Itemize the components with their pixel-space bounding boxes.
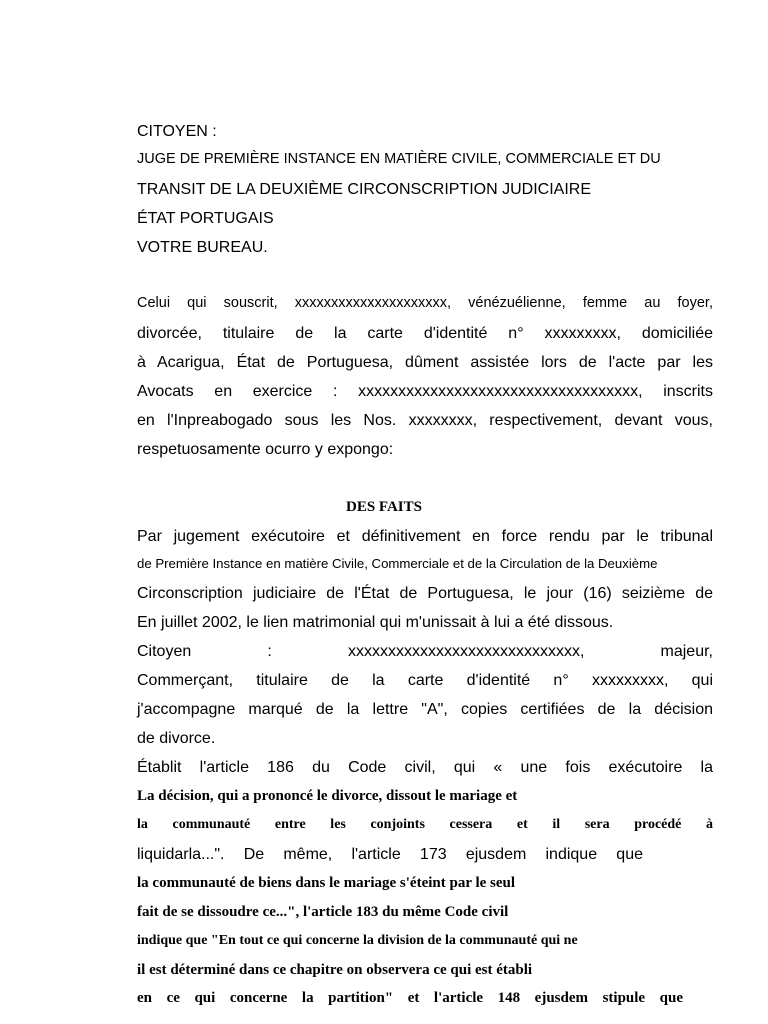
body-line-11: la communauté entre les conjoints cessera et il sera procédé à <box>137 817 713 832</box>
addressee-title: CITOYEN : <box>137 123 217 140</box>
addressee-court-line-1: JUGE DE PREMIÈRE INSTANCE EN MATIÈRE CIVILE, COMMERCIALE ET DU <box>137 151 661 167</box>
body-line-3: Circonscription judiciaire de l'État de Portuguesa, le jour (16) seizième de <box>137 585 713 602</box>
body-line-14: fait de se dissoudre ce...", l'article 183 du même Code civil <box>137 904 509 920</box>
body-line-2: de Première Instance en matière Civile, Commerciale et de la Circulation de la Deuxième <box>137 556 658 571</box>
body-line-15: indique que "En tout ce qui concerne la division de la communauté qui ne <box>137 933 578 948</box>
addressee-state: ÉTAT PORTUGAIS <box>137 210 274 227</box>
addressee-court-line-2: TRANSIT DE LA DEUXIÈME CIRCONSCRIPTION JUDICIAIRE <box>137 181 591 198</box>
body-line-5: Citoyen : xxxxxxxxxxxxxxxxxxxxxxxxxxxxx, majeur, <box>137 643 713 660</box>
intro-line-6: respetuosamente ocurro y expongo: <box>137 441 394 458</box>
intro-line-5: en l'Inpreabogado sous les Nos. xxxxxxxx, respectivement, devant vous, <box>137 412 713 429</box>
body-line-16: il est déterminé dans ce chapitre on observera ce qui est établi <box>137 962 533 978</box>
body-line-12: liquidarla...". De même, l'article 173 ejusdem indique que <box>137 846 643 863</box>
intro-line-3: à Acarigua, État de Portuguesa, dûment assistée lors de l'acte par les <box>137 354 713 371</box>
intro-line-1: Celui qui souscrit, xxxxxxxxxxxxxxxxxxxxx, vénézuélienne, femme au foyer, <box>137 295 713 311</box>
body-line-7: j'accompagne marqué de la lettre "A", copies certifiées de la décision <box>137 701 713 718</box>
body-line-1: Par jugement exécutoire et définitivement en force rendu par le tribunal <box>137 528 713 545</box>
body-line-10: La décision, qui a prononcé le divorce, dissout le mariage et <box>137 788 518 804</box>
body-line-8: de divorce. <box>137 730 216 747</box>
section-heading: DES FAITS <box>346 499 422 515</box>
body-line-17: en ce qui concerne la partition" et l'article 148 ejusdem stipule que <box>137 990 683 1006</box>
intro-line-2: divorcée, titulaire de la carte d'identité n° xxxxxxxxx, domiciliée <box>137 325 713 342</box>
intro-line-4: Avocats en exercice : xxxxxxxxxxxxxxxxxxxxxxxxxxxxxxxxxxx, inscrits <box>137 383 713 400</box>
body-line-4: En juillet 2002, le lien matrimonial qui m'unissait à lui a été dissous. <box>137 614 614 631</box>
body-line-13: la communauté de biens dans le mariage s'éteint par le seul <box>137 875 516 891</box>
addressee-office: VOTRE BUREAU. <box>137 239 268 256</box>
body-line-6: Commerçant, titulaire de la carte d'identité n° xxxxxxxxx, qui <box>137 672 713 689</box>
body-line-9: Établit l'article 186 du Code civil, qui « une fois exécutoire la <box>137 759 713 776</box>
